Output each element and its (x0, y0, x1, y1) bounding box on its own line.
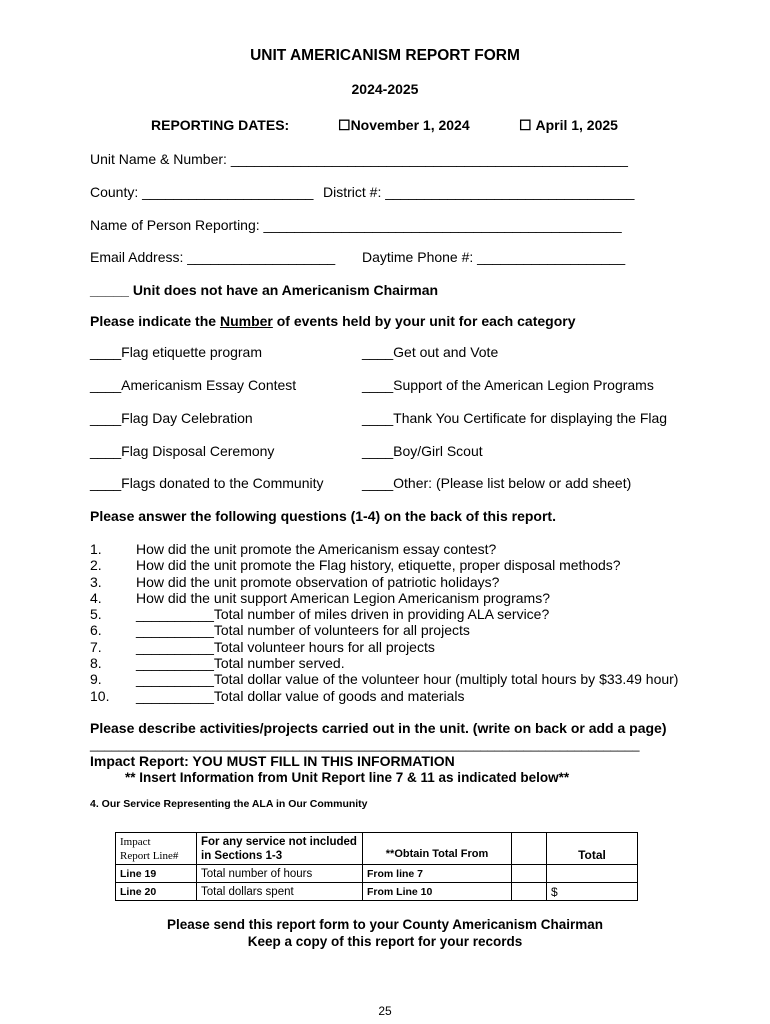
question-item: 3. How did the unit promote observation of patriotic holidays? (90, 573, 500, 590)
table-row (116, 865, 638, 883)
row-spacer-cell (512, 865, 547, 883)
question-item[interactable]: 6. __________Total number of volunteers for all projects (90, 622, 470, 639)
footer-send: Please send this report form to your County Americanism Chairman (166, 917, 604, 932)
email-field[interactable]: Email Address: ___________________ (90, 249, 336, 265)
form-title: UNIT AMERICANISM REPORT FORM (250, 47, 520, 64)
question-item[interactable]: 8. __________Total number served. (90, 655, 345, 672)
event-item[interactable]: ____Other: (Please list below or add sheet) (362, 475, 632, 491)
question-item: 1. How did the unit promote the Americanism essay contest? (90, 541, 497, 557)
unit-name-field[interactable]: Unit Name & Number: ___________________________________________________ (90, 151, 628, 167)
header-cell-line: Impact Report Line# (116, 833, 197, 865)
events-heading-prefix: Please indicate the (90, 313, 220, 329)
impact-section: 4. Our Service Representing the ALA in Our Community (90, 798, 368, 810)
row-desc-cell: Total number of hours (197, 865, 363, 883)
person-reporting-field[interactable]: Name of Person Reporting: ______________________________________________ (90, 217, 622, 233)
row-line-cell: Line 19 (116, 865, 197, 883)
question-item[interactable]: 9. __________Total dollar value of the volunteer hour (multiply total hours by $33.49 hour) (90, 671, 679, 688)
impact-subtitle: ** Insert Information from Unit Report line 7 & 11 as indicated below** (125, 770, 570, 785)
question-item[interactable]: 5. __________Total number of miles driven in providing ALA service? (90, 606, 550, 623)
date-option-label: April 1, 2025 (535, 117, 618, 133)
header-cell-service: For any service not included in Sections 1-3 (197, 833, 363, 865)
row-from-cell: From Line 10 (363, 883, 512, 901)
event-item[interactable]: ____Flag Disposal Ceremony (90, 443, 275, 459)
phone-field[interactable]: Daytime Phone #: ___________________ (362, 249, 626, 265)
event-item[interactable]: ____Get out and Vote (362, 344, 499, 360)
question-item[interactable]: 10. __________Total dollar value of goods and materials (90, 687, 465, 704)
event-item[interactable]: ____Support of the American Legion Programs (362, 377, 654, 393)
reporting-dates-label: REPORTING DATES: (151, 117, 290, 133)
footer-keep: Keep a copy of this report for your records (247, 934, 523, 949)
question-item: 2. How did the unit promote the Flag history, etiquette, proper disposal methods? (90, 557, 621, 574)
row-spacer-cell (512, 883, 547, 901)
question-item[interactable]: 7. __________Total volunteer hours for all projects (90, 638, 435, 655)
impact-table (115, 832, 638, 901)
district-field[interactable]: District #: ________________________________ (323, 184, 635, 200)
table-row (116, 883, 638, 901)
question-item: 4. How did the unit support American Legion Americanism programs? (90, 589, 550, 606)
impact-title: Impact Report: YOU MUST FILL IN THIS INFORMATION (90, 753, 455, 769)
header-cell-obtain: **Obtain Total From (363, 833, 512, 865)
row-from-cell: From line 7 (363, 865, 512, 883)
event-item[interactable]: ____Thank You Certificate for displaying the Flag (362, 410, 668, 426)
events-heading (90, 313, 575, 329)
date-option-label: November 1, 2024 (350, 117, 470, 133)
event-item[interactable]: ____Flag Day Celebration (90, 410, 253, 426)
date-option-november[interactable] (338, 117, 470, 134)
describe-line[interactable]: ____________________________________________________________________________ (90, 737, 640, 752)
event-item[interactable]: ____Flags donated to the Community (90, 475, 324, 491)
header-cell-spacer (512, 833, 547, 865)
row-desc-cell: Total dollars spent (197, 883, 363, 901)
no-chairman-line[interactable]: _____ Unit does not have an Americanism Chairman (90, 282, 439, 298)
form-year: 2024-2025 (351, 81, 419, 97)
event-item[interactable]: ____Boy/Girl Scout (362, 443, 483, 459)
checkbox-icon[interactable]: ☐ (338, 117, 351, 133)
row-total-cell[interactable]: $ (547, 883, 638, 901)
checkbox-icon[interactable]: ☐ (519, 117, 532, 133)
describe-heading: Please describe activities/projects carried out in the unit. (write on back or add a page) (90, 720, 667, 736)
row-line-cell: Line 20 (116, 883, 197, 901)
table-header-row (116, 833, 638, 865)
county-field[interactable]: County: ______________________ (90, 184, 314, 200)
page-number: 25 (378, 1004, 392, 1018)
header-cell-total: Total (547, 833, 638, 865)
questions-list (90, 541, 678, 704)
event-item[interactable]: ____Flag etiquette program (90, 344, 262, 360)
date-option-april[interactable] (519, 117, 618, 134)
row-total-cell[interactable] (547, 865, 638, 883)
event-item[interactable]: ____Americanism Essay Contest (90, 377, 297, 393)
events-heading-suffix: of events held by your unit for each category (272, 313, 576, 329)
questions-heading: Please answer the following questions (1-4) on the back of this report. (90, 508, 556, 524)
events-heading-underlined: Number (219, 313, 273, 329)
